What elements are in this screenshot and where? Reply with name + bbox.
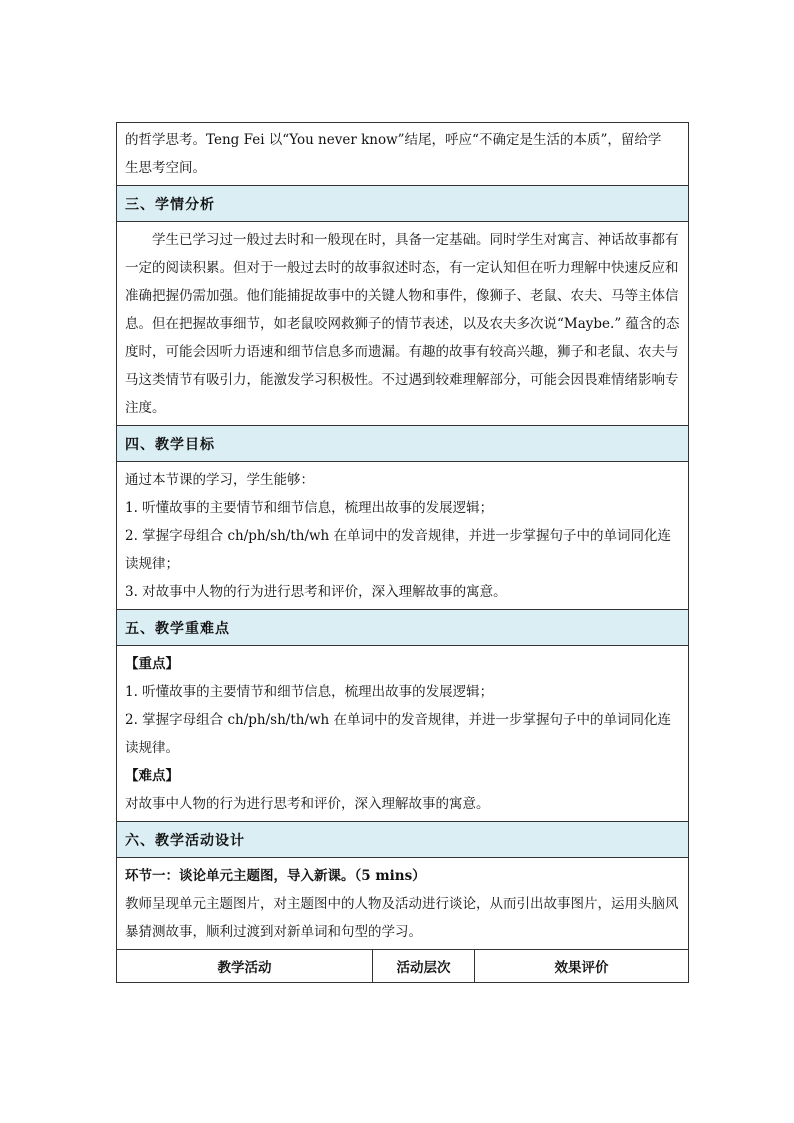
section-header-teaching-objectives	[117, 425, 688, 461]
learner-analysis-body	[117, 221, 688, 425]
column-header-teaching-activity: 教学活动	[117, 950, 373, 982]
section-header-activity-design	[117, 821, 688, 857]
intro-line-1: 的哲学思考。Teng Fei 以“You never know”结尾，呼应“不确定是生活的本质”，留给学	[125, 132, 662, 148]
key-points-label: 【重点】	[125, 656, 179, 672]
teaching-objectives-body	[117, 461, 688, 609]
lesson-plan-table	[116, 122, 689, 983]
difficult-point-text: 对故事中人物的行为进行思考和评价，深入理解故事的寓意。	[125, 796, 490, 812]
activity-design-body	[117, 857, 688, 949]
objective-item: 1. 听懂故事的主要情节和细节信息，梳理出故事的发展逻辑；	[125, 500, 494, 516]
step-title: 环节一：谈论单元主题图，导入新课。（5 mins）	[125, 868, 426, 884]
objective-item: 2. 掌握字母组合 ch/ph/sh/th/wh 在单词中的发音规律，并进一步掌握句子中的单词同化连读规律；	[125, 528, 672, 572]
key-point-item: 1. 听懂故事的主要情节和细节信息，梳理出故事的发展逻辑；	[125, 684, 494, 700]
activity-table-header-row	[117, 949, 688, 982]
difficult-points-label: 【难点】	[125, 768, 179, 784]
column-header-activity-level: 活动层次	[373, 950, 475, 982]
section-header-learner-analysis	[117, 185, 688, 221]
section-title: 三、学情分析	[125, 196, 215, 213]
section-title: 六、教学活动设计	[125, 832, 245, 849]
step-description: 教师呈现单元主题图片，对主题图中的人物及活动进行谈论，从而引出故事图片，运用头脑风暴猜测故事，顺利过渡到对新单词和句型的学习。	[125, 896, 679, 940]
intro-line-2: 生思考空间。	[125, 160, 206, 176]
key-point-item: 2. 掌握字母组合 ch/ph/sh/th/wh 在单词中的发音规律，并进一步掌握句子中的单词同化连读规律。	[125, 712, 672, 756]
section-header-key-difficult-points	[117, 609, 688, 645]
column-header-effect-evaluation: 效果评价	[554, 960, 609, 976]
section-title: 五、教学重难点	[125, 620, 230, 637]
intro-continuation	[117, 123, 688, 185]
objectives-lead: 通过本节课的学习，学生能够：	[125, 472, 314, 488]
key-difficult-points-body	[117, 645, 688, 821]
learner-analysis-paragraph: 学生已学习过一般过去时和一般现在时，具备一定基础。同时学生对寓言、神话故事都有一定的阅读积累。但对于一般过去时的故事叙述时态，有一定认知但在听力理解中快速反应和准确把握仍需加强。他们能捕捉故事中的关键人物和事件，像狮子、老鼠、农夫、马等主体信息。但在把握故事细节，如老鼠咬网救狮子的情节表述，以及农夫多次说“Maybe.” 蕴含的态度时，可能会因听力语速和细节信息多而遗漏。有趣的故事有较高兴趣，狮子和老鼠、农夫与马这类情节有吸引力，能激发学习积极性。不过遇到较难理解部分，可能会因畏难情绪影响专注度。	[125, 232, 680, 416]
objective-item: 3. 对故事中人物的行为进行思考和评价，深入理解故事的寓意。	[125, 584, 507, 600]
section-title: 四、教学目标	[125, 436, 215, 453]
